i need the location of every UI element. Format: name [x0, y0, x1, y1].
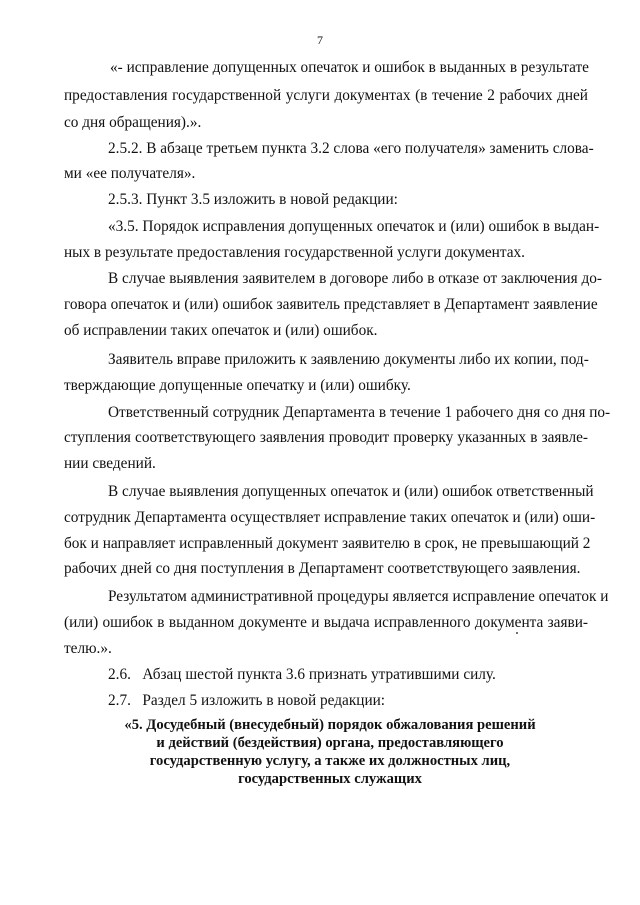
text-line: В случае выявления допущенных опечаток и (или) ошибок ответственный: [108, 483, 594, 500]
text-line: Ответственный сотрудник Департамента в течение 1 рабочего дня со дня по-: [108, 404, 611, 421]
text-line: говора опечаток и (или) ошибок заявитель представляет в Департамент заявление: [64, 296, 598, 313]
text-line: Результатом административной процедуры является исправление опечаток и: [108, 588, 609, 605]
text-line: ми «ее получателя».: [64, 165, 196, 182]
text-line: «3.5. Порядок исправления допущенных опечаток и (или) ошибок в выдан-: [108, 218, 600, 235]
text-line: Заявитель вправе приложить к заявлению документы либо их копии, под-: [108, 351, 589, 368]
text-line: предоставления государственной услуги документах (в течение 2 рабочих дней: [64, 87, 588, 104]
section-heading-line: государственную услугу, а также их должностных лиц,: [149, 753, 511, 769]
text-line: телю.».: [64, 640, 112, 657]
text-line: об исправлении таких опечаток и (или) ошибок.: [64, 322, 378, 339]
text-line: 2.7. Раздел 5 изложить в новой редакции:: [108, 692, 386, 709]
section-heading-line: «5. Досудебный (внесудебный) порядок обжалования решений: [124, 717, 536, 733]
text-line: ных в результате предоставления государственной услуги документах.: [64, 244, 525, 261]
text-line: рабочих дней со дня поступления в Департамент соответствующего заявления.: [64, 560, 581, 577]
text-line: (или) ошибок в выданном документе и выдача исправленного документа заяви-: [64, 614, 588, 631]
text-line: тверждающие допущенные опечатку и (или) ошибку.: [64, 377, 411, 394]
text-line: В случае выявления заявителем в договоре либо в отказе от заключения до-: [108, 270, 602, 287]
text-line: ступления соответствующего заявления проводит проверку указанных в заявле-: [64, 429, 588, 446]
section-heading-line: и действий (бездействия) органа, предоставляющего: [156, 735, 504, 751]
text-line: «- исправление допущенных опечаток и ошибок в выданных в результате: [110, 59, 589, 76]
text-line: нии сведений.: [64, 455, 156, 472]
text-line: 2.5.3. Пункт 3.5 изложить в новой редакции:: [108, 191, 398, 208]
text-line: сотрудник Департамента осуществляет исправление таких опечаток и (или) оши-: [64, 509, 596, 526]
text-line: со дня обращения).».: [64, 114, 202, 131]
page-number: 7: [317, 33, 323, 47]
section-heading-line: государственных служащих: [238, 771, 422, 787]
scan-speck: [516, 632, 518, 634]
text-line: 2.5.2. В абзаце третьем пункта 3.2 слова «его получателя» заменить слова-: [108, 140, 594, 157]
text-line: 2.6. Абзац шестой пункта 3.6 признать утратившими силу.: [108, 666, 496, 683]
text-line: бок и направляет исправленный документ заявителю в срок, не превышающий 2: [64, 535, 591, 552]
